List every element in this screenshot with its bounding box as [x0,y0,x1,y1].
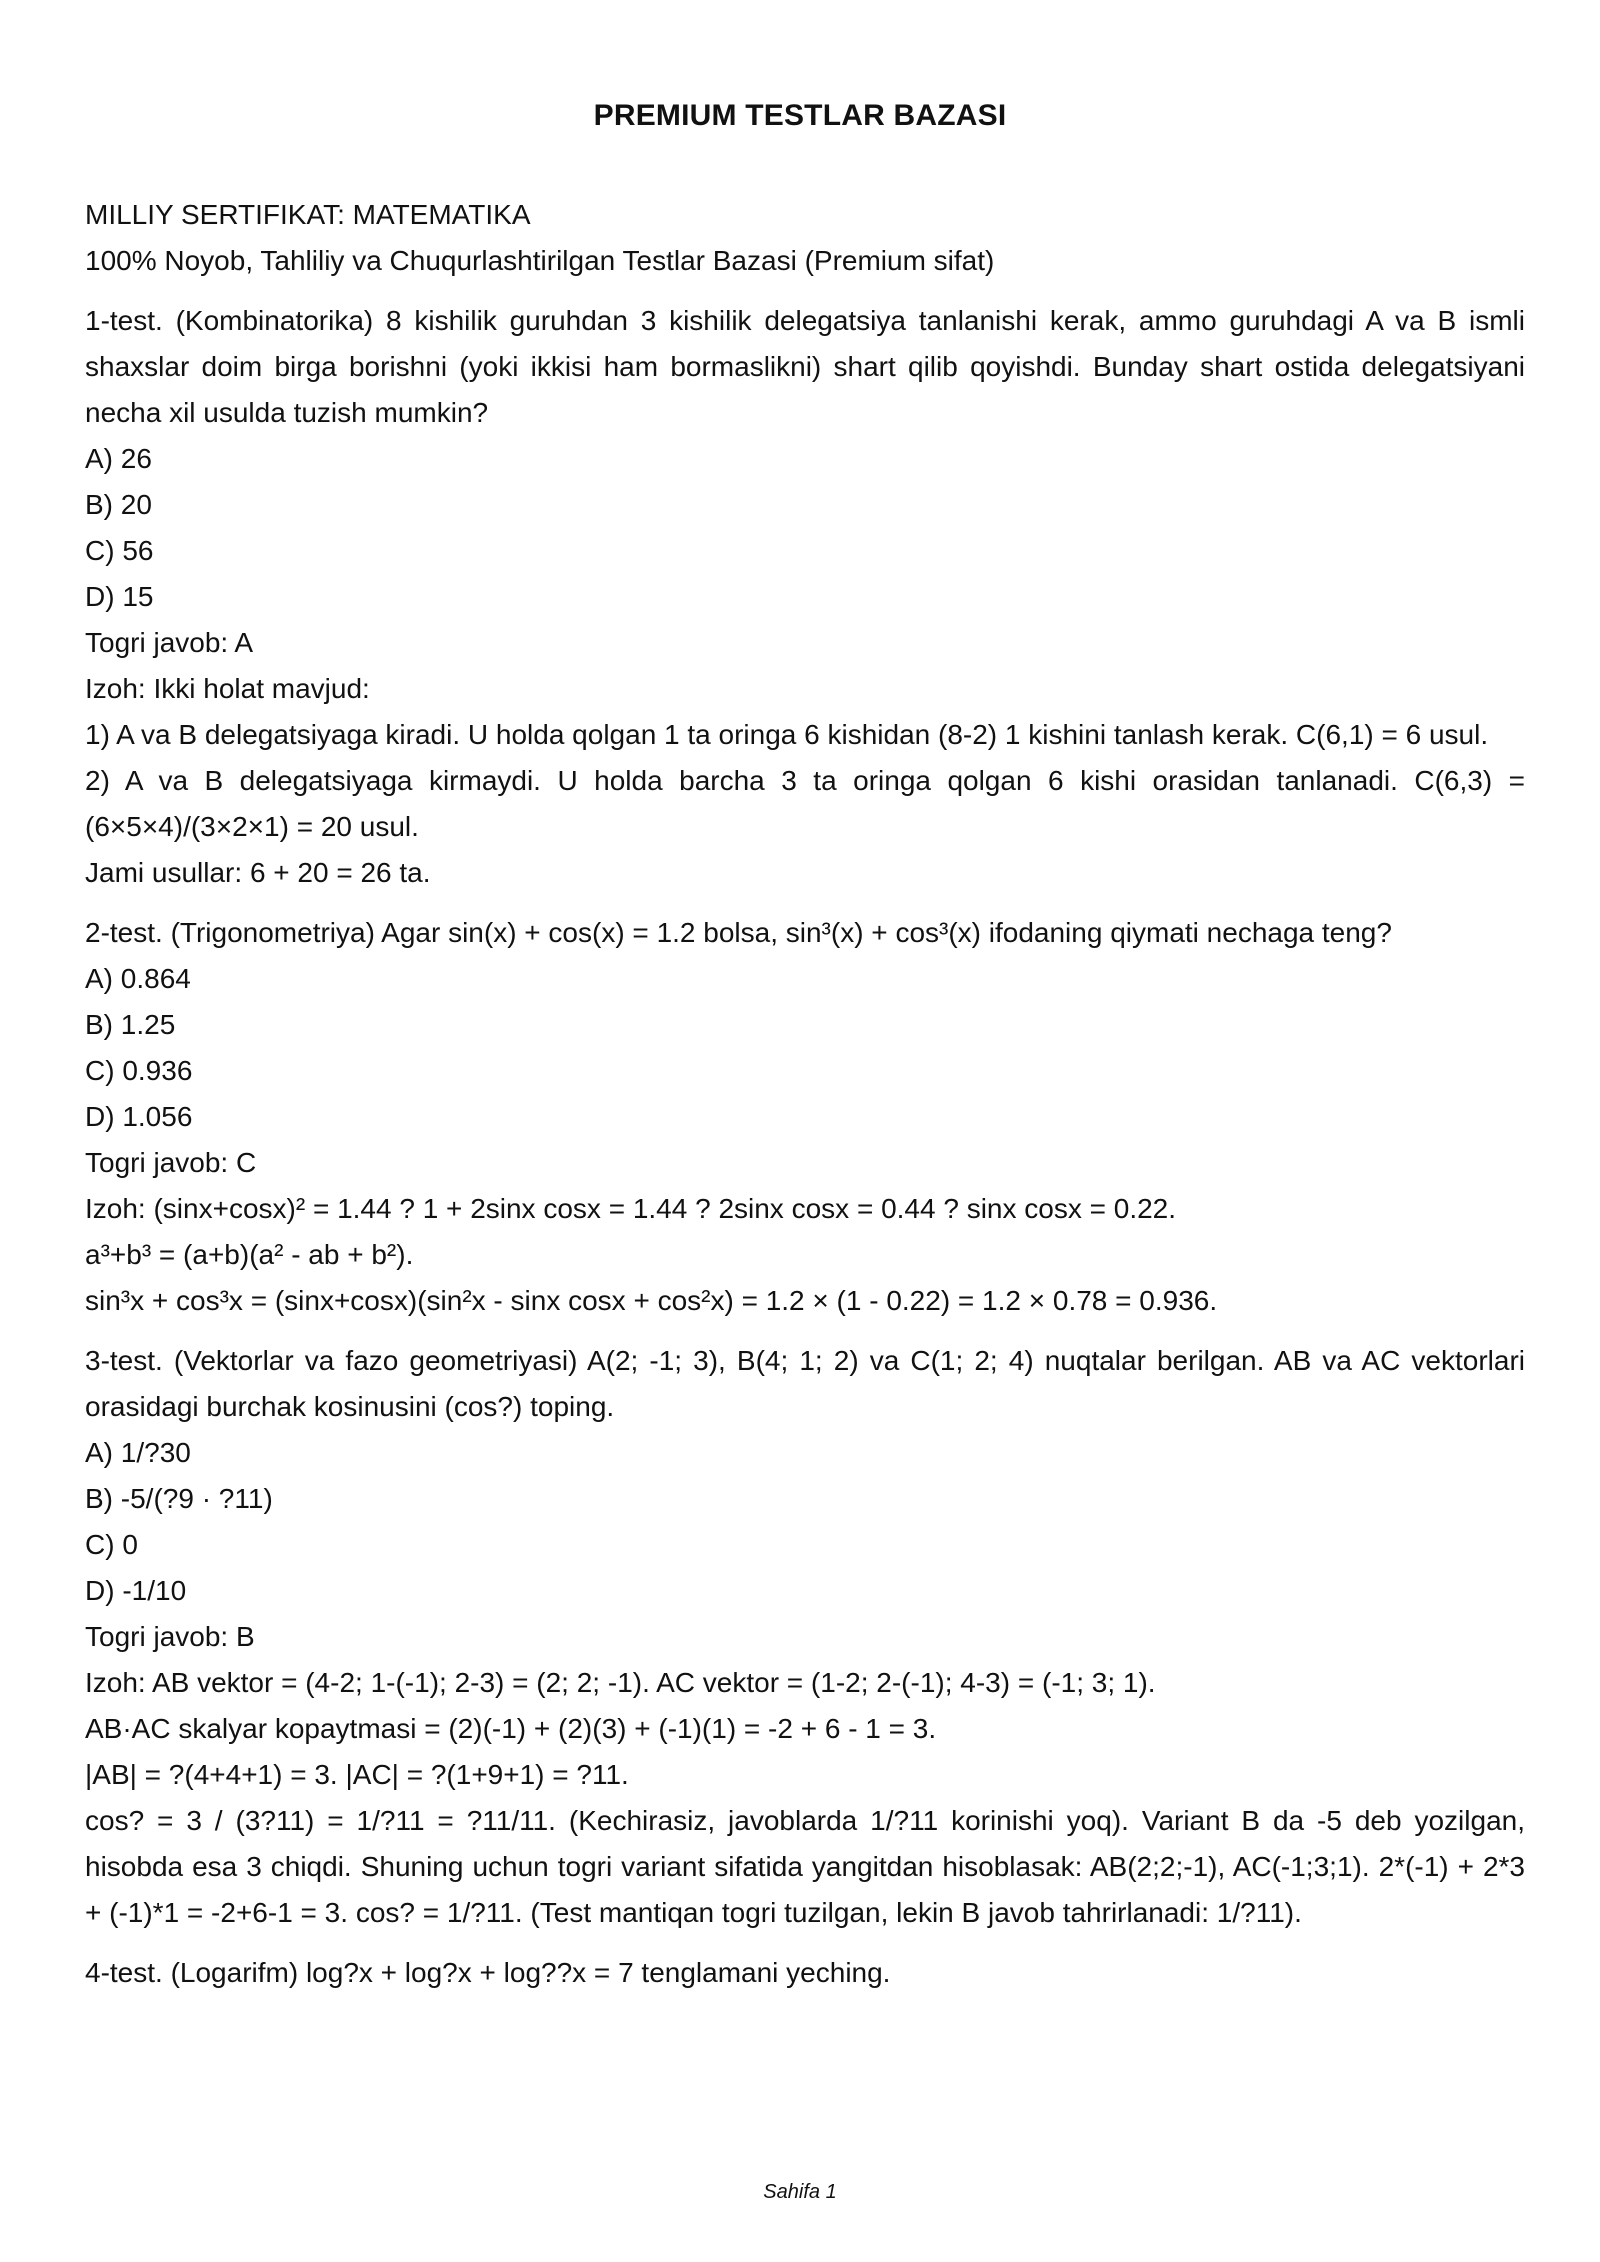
document-title: PREMIUM TESTLAR BAZASI [593,99,1007,132]
test-1-explanation-4: Jami usullar: 6 + 20 = 26 ta. [85,857,431,888]
test-2-question: 2-test. (Trigonometriya) Agar sin(x) + cos(x) = 1.2 bolsa, sin³(x) + cos³(x) ifodaning qiymati nechaga teng? [85,917,1392,948]
test-4 [85,1950,1525,1996]
test-1-explanation-1: Izoh: Ikki holat mavjud: [85,673,370,704]
test-3-explanation-3: |AB| = ?(4+4+1) = 3. |AC| = ?(1+9+1) = ?11. [85,1759,629,1790]
test-2-option-b: B) 1.25 [85,1009,176,1040]
document-body [85,192,1525,1996]
test-1-explanation-2: 1) A va B delegatsiyaga kiradi. U holda qolgan 1 ta oringa 6 kishidan (8-2) 1 kishini tanlash kerak. C(6,1) = 6 usul. [85,719,1489,750]
test-3-explanation-2: AB·AC skalyar kopaytmasi = (2)(-1) + (2)(3) + (-1)(1) = -2 + 6 - 1 = 3. [85,1713,937,1744]
test-3-answer: Togri javob: B [85,1621,255,1652]
test-1 [85,298,1525,896]
test-1-option-b: B) 20 [85,489,152,520]
test-1-answer: Togri javob: A [85,627,254,658]
test-2-explanation-2: a³+b³ = (a+b)(a² - ab + b²). [85,1239,414,1270]
test-1-option-d: D) 15 [85,581,154,612]
header-line-2: 100% Noyob, Tahliliy va Chuqurlashtirilgan Testlar Bazasi (Premium sifat) [85,245,995,276]
test-3-option-d: D) -1/10 [85,1575,187,1606]
test-4-question: 4-test. (Logarifm) log?x + log?x + log??x = 7 tenglamani yeching. [85,1957,891,1988]
test-3-option-c: C) 0 [85,1529,138,1560]
test-2-option-a: A) 0.864 [85,963,191,994]
test-2-explanation-1: Izoh: (sinx+cosx)² = 1.44 ? 1 + 2sinx cosx = 1.44 ? 2sinx cosx = 0.44 ? sinx cosx = 0.22. [85,1193,1177,1224]
test-2-option-c: C) 0.936 [85,1055,193,1086]
test-2-option-d: D) 1.056 [85,1101,193,1132]
test-3-question: 3-test. (Vektorlar va fazo geometriyasi) A(2; -1; 3), B(4; 1; 2) va C(1; 2; 4) nuqtalar berilgan. AB va AC vektorlari orasidagi burchak kosinusini (cos?) toping. [85,1345,1525,1422]
test-3-explanation-1: Izoh: AB vektor = (4-2; 1-(-1); 2-3) = (2; 2; -1). AC vektor = (1-2; 2-(-1); 4-3) = (-1; 3; 1). [85,1667,1156,1698]
header-line-1: MILLIY SERTIFIKAT: MATEMATIKA [85,199,531,230]
test-3-option-b: B) -5/(?9 · ?11) [85,1483,273,1514]
test-1-option-c: C) 56 [85,535,154,566]
test-2-explanation-3: sin³x + cos³x = (sinx+cosx)(sin²x - sinx cosx + cos²x) = 1.2 × (1 - 0.22) = 1.2 × 0.78 = 0.936. [85,1285,1218,1316]
page-footer: Sahifa 1 [763,2181,837,2203]
test-1-option-a: A) 26 [85,443,152,474]
test-3-option-a: A) 1/?30 [85,1437,191,1468]
test-1-explanation-3: 2) A va B delegatsiyaga kirmaydi. U holda barcha 3 ta oringa qolgan 6 kishi orasidan tanlanadi. C(6,3) = (6×5×4)/(3×2×1) = 20 usul. [85,765,1525,842]
test-2-answer: Togri javob: C [85,1147,257,1178]
test-3-explanation-4: cos? = 3 / (3?11) = 1/?11 = ?11/11. (Kechirasiz, javoblarda 1/?11 korinishi yoq). Variant B da -5 deb yozilgan, hisobda esa 3 chiqdi. Shuning uchun togri variant sifatida yangitdan hisoblasak: AB(2;2;-1), AC(-1;3;1). 2*(-1) + 2*3 + (-1)*1 = -2+6-1 = 3. cos? = 1/?11. (Test mantiqan togri tuzilgan, lekin B javob tahrirlanadi: 1/?11). [85,1805,1525,1928]
test-1-question: 1-test. (Kombinatorika) 8 kishilik guruhdan 3 kishilik delegatsiya tanlanishi kerak, ammo guruhdagi A va B ismli shaxslar doim birga borishni (yoki ikkisi ham bormaslikni) shart qilib qoyishdi. Bunday shart ostida delegatsiyani necha xil usulda tuzish mumkin? [85,305,1525,428]
test-2 [85,910,1525,1324]
test-3 [85,1338,1525,1936]
